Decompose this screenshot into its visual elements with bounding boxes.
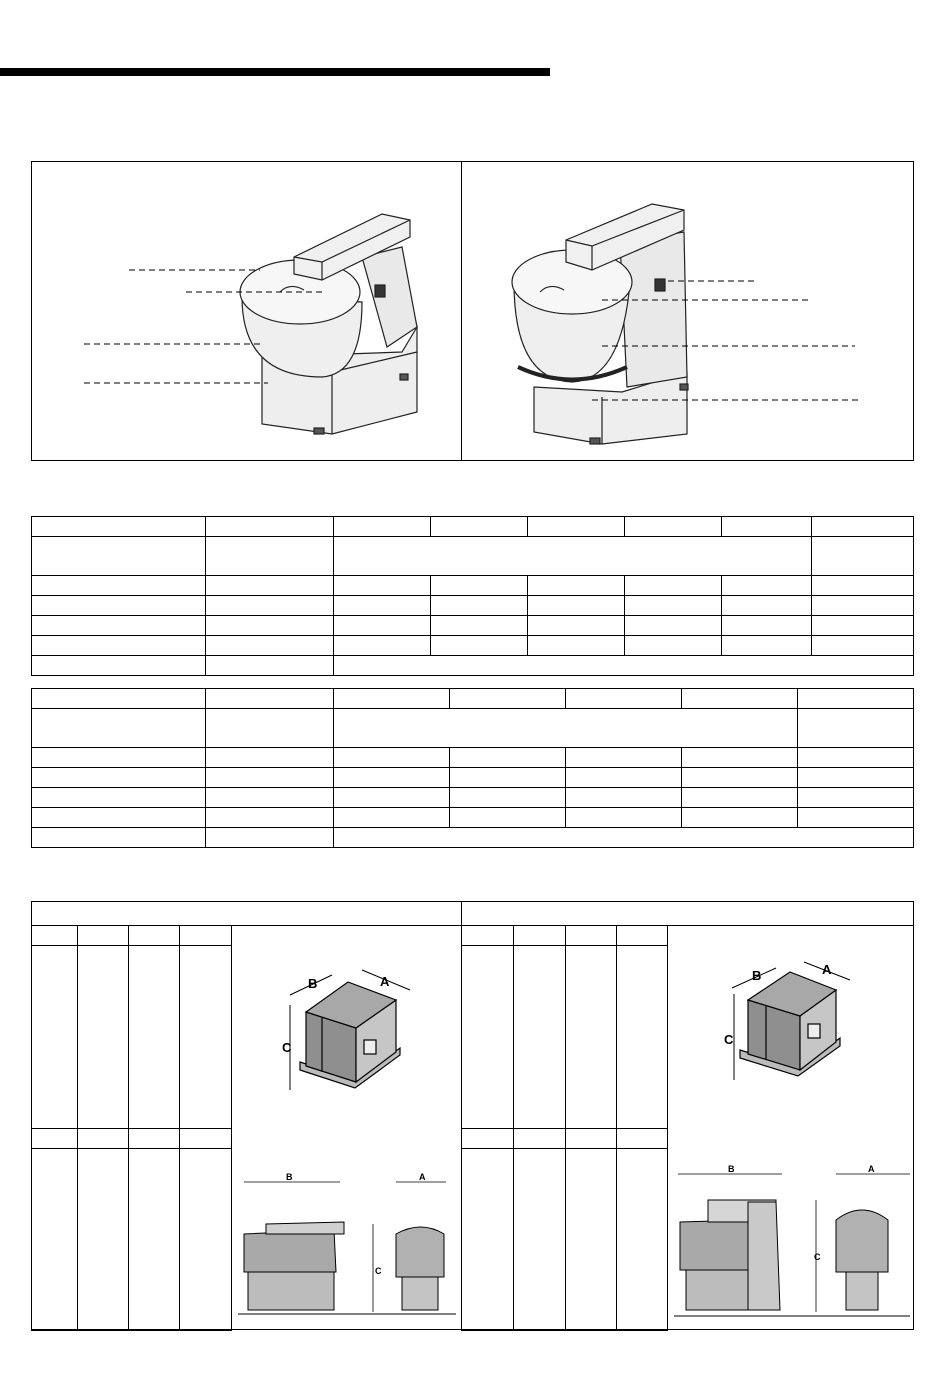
dim-label-c: C: [724, 1032, 734, 1047]
dimensions-table-left: [31, 925, 232, 1331]
table-row: [32, 636, 914, 656]
dim-label-b: B: [728, 1164, 735, 1174]
section-heading-rule: [0, 68, 550, 76]
dim-label-a: A: [419, 1172, 426, 1182]
dim-label-a: A: [380, 974, 390, 989]
table-row: [32, 748, 914, 768]
table-row: [32, 517, 914, 537]
table-row: [32, 926, 232, 946]
table-row: [32, 689, 914, 709]
dim-label-c: C: [814, 1252, 821, 1262]
table-row: [32, 946, 232, 1129]
table-row: [462, 1129, 668, 1149]
dim-label-c: C: [282, 1040, 292, 1055]
removable-bowl-mixer-illustration: [462, 162, 913, 460]
fixed-bowl-mixer-illustration: [32, 162, 460, 460]
machine-elevation-right: [672, 1160, 912, 1322]
table-row: [462, 946, 668, 1129]
table-row: [32, 788, 914, 808]
packaged-box-illustration-left: [270, 960, 420, 1100]
table-row: [32, 709, 914, 748]
table-row: [462, 1149, 668, 1331]
table-row: [32, 596, 914, 616]
table-row: [32, 1129, 232, 1149]
dim-label-b: B: [308, 976, 318, 991]
packaged-box-illustration-right: [718, 958, 868, 1088]
dim-label-a: A: [822, 962, 832, 977]
table-row: [32, 828, 914, 848]
table-row: [32, 808, 914, 828]
table-row: [32, 768, 914, 788]
dim-label-b: B: [286, 1172, 293, 1182]
table-row: [32, 537, 914, 576]
spec-table-1: [31, 516, 914, 676]
dim-label-c: C: [375, 1266, 382, 1276]
table-row: [462, 926, 668, 946]
machine-elevation-left: [236, 1172, 458, 1320]
table-row: [32, 576, 914, 596]
dim-label-a: A: [868, 1164, 875, 1174]
table-row: [32, 616, 914, 636]
table-row: [32, 1149, 232, 1331]
table-row: [32, 656, 914, 676]
dimensions-table-right: [461, 925, 668, 1331]
dim-label-b: B: [752, 968, 762, 983]
spec-table-2: [31, 688, 914, 848]
